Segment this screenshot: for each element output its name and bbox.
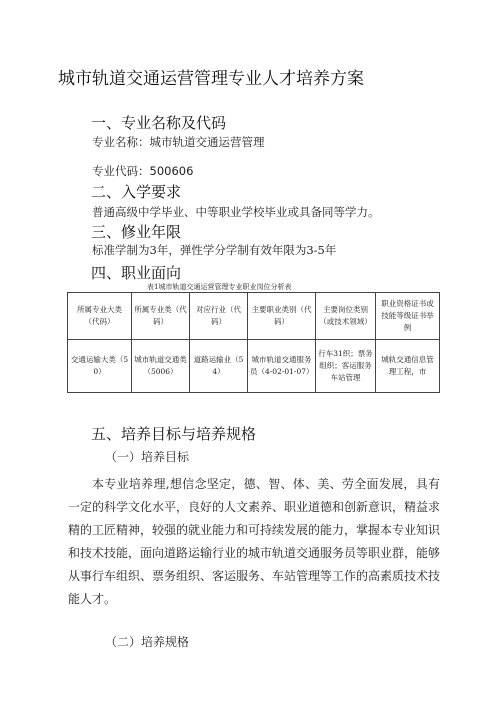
section-4-heading: 四、职业面向 bbox=[91, 264, 182, 282]
major-name-line: 专业名称：城市轨道交通运营管理 bbox=[92, 135, 265, 149]
section-1-heading: 一、专业名称及代码 bbox=[91, 114, 227, 132]
table-cell: 交通运输大类（50） bbox=[68, 340, 132, 393]
table-cell: 城轨交通信息管理工程，市 bbox=[376, 340, 440, 393]
section-2-heading: 二、入学要求 bbox=[91, 183, 182, 201]
table-header-cell: 所属专业类（代码） bbox=[132, 293, 190, 340]
document-title: 城市轨道交通运营管理专业人才培养方案 bbox=[58, 69, 364, 89]
career-orientation-table bbox=[67, 292, 440, 393]
table-header-row bbox=[68, 293, 440, 340]
table-cell: 城市轨道交通类（5006） bbox=[132, 340, 190, 393]
study-duration-text: 标准学制为3年，弹性学分学制有效年限为3-5年 bbox=[92, 243, 337, 257]
table-row bbox=[68, 340, 440, 393]
table-header-cell: 主要岗位类别（或技术领域） bbox=[316, 293, 376, 340]
section-5-heading: 五、培养目标与培养规格 bbox=[91, 425, 257, 443]
table-header-cell: 职业资格证书或技能等级证书举例 bbox=[376, 293, 440, 340]
table-cell: 道路运输业（54） bbox=[190, 340, 248, 393]
section-3-heading: 三、修业年限 bbox=[91, 223, 182, 241]
table-header-cell: 主要职业类别（代码） bbox=[248, 293, 316, 340]
admission-requirement-text: 普通高级中学毕业、中等职业学校毕业或具备同等学力。 bbox=[92, 205, 380, 219]
major-code-line: 专业代码：500606 bbox=[92, 164, 194, 178]
table-header-cell: 对应行业（代码） bbox=[190, 293, 248, 340]
table-caption: 表1城市轨道交通运营管理专业职业岗位分析表 bbox=[147, 283, 292, 291]
training-goal-paragraph: 本专业培养理,想信念坚定，德、智、体、美、劳全面发展，具有一定的科学文化水平，良好的人文素养、职业道德和创新意识，精益求精的工匠精神，较强的就业能力和可持续发展的能力，掌握本专业知识和技术技能，面向道路运输行业的城市轨道交通服务员等职业群，能够从事行车组织、票务组织、客运服务、车站管理等工作的高素质技术技能人才。 bbox=[68, 477, 441, 606]
table-header-cell: 所属专业大类（代码） bbox=[68, 293, 132, 340]
training-goal-subheading: （一）培养目标 bbox=[105, 450, 190, 464]
table-cell: 城市轨道交通服务员（4-02-01-07） bbox=[248, 340, 316, 393]
training-spec-subheading: （二）培养规格 bbox=[105, 635, 190, 649]
table-cell: 行车31织；票务组织；客运服务车站管理 bbox=[316, 340, 376, 393]
